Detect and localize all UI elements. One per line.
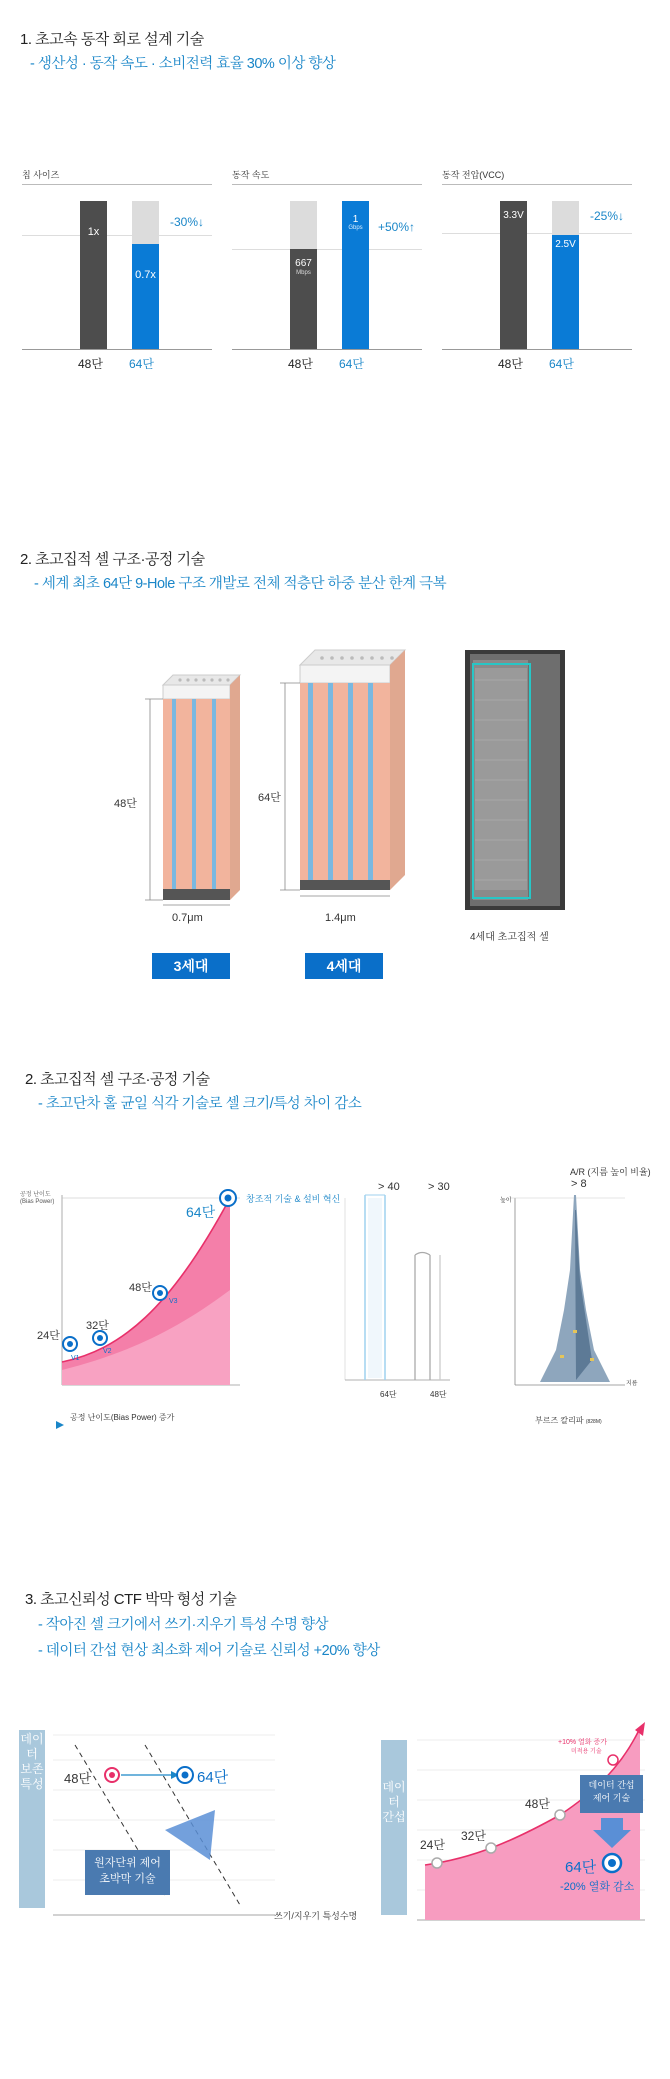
bar-64 xyxy=(552,235,579,349)
bar-64-value: 1 xyxy=(352,214,359,225)
bar-64 xyxy=(132,244,159,349)
left-box-line2: 초박막 기술 xyxy=(99,1873,156,1885)
right-point-24: 24단 xyxy=(420,1838,445,1852)
bar-48 xyxy=(80,201,107,349)
voltage-chart xyxy=(442,168,632,371)
left-point-48: 48단 xyxy=(64,1771,92,1786)
tower-caption-name: 부르즈 칼리파 xyxy=(535,1416,584,1425)
left-box-line1: 원자단위 제어 xyxy=(94,1857,161,1869)
chart-label: 칩 사이즈 xyxy=(22,170,60,180)
left-box xyxy=(85,1855,170,1887)
chart-label: 동작 전압(VCC) xyxy=(442,170,505,180)
right-result: -20% 열화 감소 xyxy=(560,1881,635,1893)
point-v2: V2 xyxy=(103,1348,112,1355)
bias-yaxis xyxy=(20,1192,54,1206)
gen4-width-label: 1.4μm xyxy=(325,912,356,924)
point-24: 24단 xyxy=(37,1330,60,1342)
x-label-48: 48단 xyxy=(288,357,313,371)
point-64: 64단 xyxy=(186,1204,216,1220)
left-xaxis-label: 쓰기/지우기 특성수명 xyxy=(274,1911,358,1921)
hole-right-bottom: 48단 xyxy=(430,1390,447,1399)
point-32: 32단 xyxy=(86,1320,109,1332)
right-yaxis-label: 데이터 간섭 xyxy=(382,1780,406,1824)
x-label-64: 64단 xyxy=(549,357,574,371)
right-box xyxy=(580,1779,643,1805)
bias-yaxis-title: 공정 난이도 xyxy=(20,1192,51,1198)
hole-right-top: > 30 xyxy=(428,1181,450,1193)
bias-legend: 공정 난이도(Bias Power) 증가 xyxy=(70,1413,175,1422)
gen3-button[interactable]: 3세대 xyxy=(152,953,230,979)
right-top-note1: +10% 열화 증가 xyxy=(558,1739,608,1746)
bar-64-unit: Gbps xyxy=(348,225,363,231)
bar-64-value: 2.5V xyxy=(555,239,576,250)
change-label: -25%↓ xyxy=(590,209,625,223)
bar-48 xyxy=(500,201,527,349)
reliability-illustration xyxy=(15,1700,655,1930)
point-48: 48단 xyxy=(129,1282,152,1294)
hole-left-bottom: 64단 xyxy=(380,1390,397,1399)
change-label: +50%↑ xyxy=(378,220,416,234)
section2-title: 2. 초고집적 셀 구조·공정 기술 xyxy=(20,551,205,568)
section1-subtitle: - 생산성 · 동작 속도 · 소비전력 효율 30% 이상 향상 xyxy=(30,56,336,72)
bar-64-bg xyxy=(552,201,579,235)
bar-48-value: 667 xyxy=(295,258,312,269)
tower-caption-sub: (828M) xyxy=(585,1419,602,1425)
left-point-64: 64단 xyxy=(197,1769,229,1786)
bar-48-value: 3.3V xyxy=(503,210,524,221)
right-box-line2: 제어 기술 xyxy=(592,1793,631,1803)
bar-48-bg xyxy=(290,201,317,249)
x-label-48: 48단 xyxy=(498,357,523,371)
point-v3: V3 xyxy=(169,1298,178,1305)
gen4-height-label: 64단 xyxy=(258,792,281,804)
section2-subtitle: - 세계 최초 64단 9-Hole 구조 개발로 전체 적층단 하중 분산 한계 극복 xyxy=(34,576,447,592)
tower-value: > 8 xyxy=(571,1178,587,1190)
tower-caption xyxy=(535,1415,602,1426)
bias-yaxis-sub: (Bias Power) xyxy=(20,1199,55,1205)
section4-title: 3. 초고신뢰성 CTF 박막 형성 기술 xyxy=(25,1591,237,1608)
right-point-64: 64단 xyxy=(565,1859,597,1876)
right-top-note2: 미적용 기술 xyxy=(571,1749,602,1755)
bar-64-bg xyxy=(132,201,159,244)
section4-subtitle1: - 작아진 셀 크기에서 쓰기·지우기 특성 수명 향상 xyxy=(38,1617,328,1633)
gen3-height-label: 48단 xyxy=(114,798,137,810)
right-point-32: 32단 xyxy=(461,1829,486,1843)
x-label-64: 64단 xyxy=(129,357,154,371)
bar-48-value: 1x xyxy=(87,226,100,238)
section3-subtitle: - 초고단차 홀 균일 식각 기술로 셀 크기/특성 차이 감소 xyxy=(38,1096,362,1112)
innovation-annotation: 창조적 기술 & 설비 혁신 xyxy=(246,1194,341,1204)
section1-title: 1. 초고속 동작 회로 설계 기술 xyxy=(20,31,204,48)
tower-xaxis: 지름 xyxy=(626,1381,638,1387)
section3-title: 2. 초고집적 셀 구조·공정 기술 xyxy=(25,1071,210,1088)
x-label-48: 48단 xyxy=(78,357,103,371)
bar-48-unit: Mbps xyxy=(296,270,311,276)
chip-size-chart xyxy=(22,168,212,371)
gen4-button[interactable]: 4세대 xyxy=(305,953,383,979)
tower-yaxis: 높이 xyxy=(500,1198,512,1204)
right-box-line1: 데이터 간섭 xyxy=(588,1780,635,1790)
tower-title: A/R (지름 높이 비율) xyxy=(570,1167,651,1177)
chart-label: 동작 속도 xyxy=(232,170,270,180)
point-v1: V1 xyxy=(71,1355,80,1362)
speed-chart xyxy=(232,168,422,371)
right-point-48: 48단 xyxy=(525,1797,550,1811)
left-yaxis-label: 데이터 보존특성 xyxy=(20,1732,44,1791)
section4-subtitle2: - 데이터 간섭 현상 최소화 제어 기술로 신뢰성 +20% 향상 xyxy=(38,1643,380,1659)
change-label: -30%↓ xyxy=(170,215,205,229)
x-label-64: 64단 xyxy=(339,357,364,371)
cell-structure-illustration xyxy=(100,620,580,940)
gen3-width-label: 0.7μm xyxy=(172,912,203,924)
hole-left-top: > 40 xyxy=(378,1181,400,1193)
sem-photo-caption: 4세대 초고집적 셀 xyxy=(470,932,549,943)
bar-64-value: 0.7x xyxy=(135,269,156,281)
